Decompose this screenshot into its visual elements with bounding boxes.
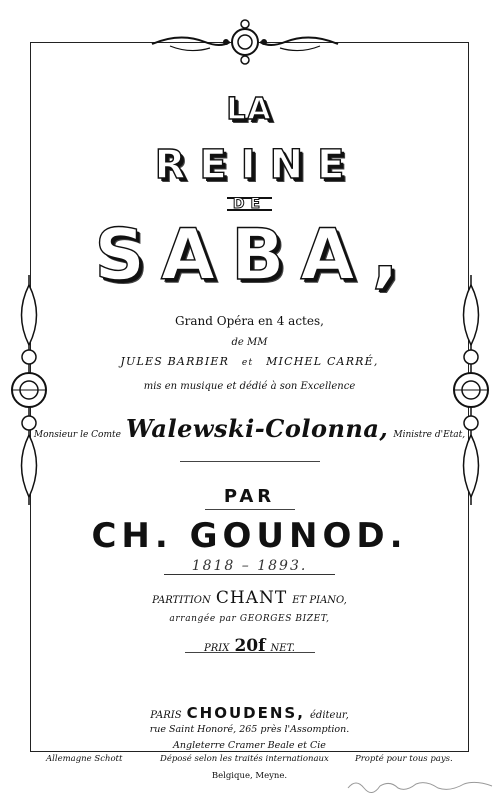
price-rule [185,652,315,653]
england-agent: Angleterre Cramer Beale et Cie [173,740,326,751]
librettist-carre: MICHEL CARRÉ, [266,355,379,368]
title-la: LA [226,92,273,127]
deposit-notice: Déposé selon les traités internationaux [160,754,329,764]
arranger-line: arrangée par GEORGES BIZET, [169,614,330,624]
divider-rule [180,461,320,462]
et-piano-label: ET PIANO, [292,595,347,606]
chant-label: CHANT [215,588,288,608]
dedicatee-name: Walewski-Colonna, [126,414,389,443]
publisher-address: rue Saint Honoré, 265 près l'Assomption. [149,724,350,735]
dedication-line [0,381,499,392]
price-line [0,636,499,656]
price-value: 20f [234,636,266,656]
prix-label: PRIX [204,643,230,654]
germany-agent: Allemagne Schott [46,754,123,764]
de-mm-line: de MM [231,337,268,348]
par-label: PAR [223,486,276,507]
partition-line [0,588,499,608]
title-de-text: DE [227,197,272,211]
handwritten-signature-icon [346,776,496,794]
partition-label: PARTITION [152,595,211,606]
net-label: NET. [270,643,295,654]
composer-dates-line [0,558,499,574]
composer-name: CH. GOUNOD. [91,516,408,556]
title-saba: SABA, [94,214,415,296]
librettists-line [0,355,499,368]
divider-rule-2 [205,509,295,510]
publisher-name: CHOUDENS, [186,704,305,722]
title-de [0,196,499,212]
property-notice: Propté pour tous pays. [355,754,453,764]
a-son-excellence: à son Excellence [270,381,356,392]
title-reine: REINE [154,142,359,188]
publisher-line [0,703,499,722]
grand-opera-line: Grand Opéra en 4 actes, [175,314,324,328]
librettists-et: et [241,358,254,368]
belgium-agent: Belgique, Meyne. [211,771,288,781]
librettist-barbier: JULES BARBIER [120,355,230,368]
editeur-label: éditeur, [310,710,349,721]
mis-en-musique: mis en musique et dédié [143,381,268,392]
composer-dates: 1818 – 1893. [164,558,336,575]
top-ornament-icon [150,18,340,66]
dedicatee-line [0,414,499,443]
paris-label: PARIS [150,710,182,721]
ministre-etat: Ministre d'Etat, [393,430,466,440]
monsieur-le-comte: Monsieur le Comte [33,430,121,440]
